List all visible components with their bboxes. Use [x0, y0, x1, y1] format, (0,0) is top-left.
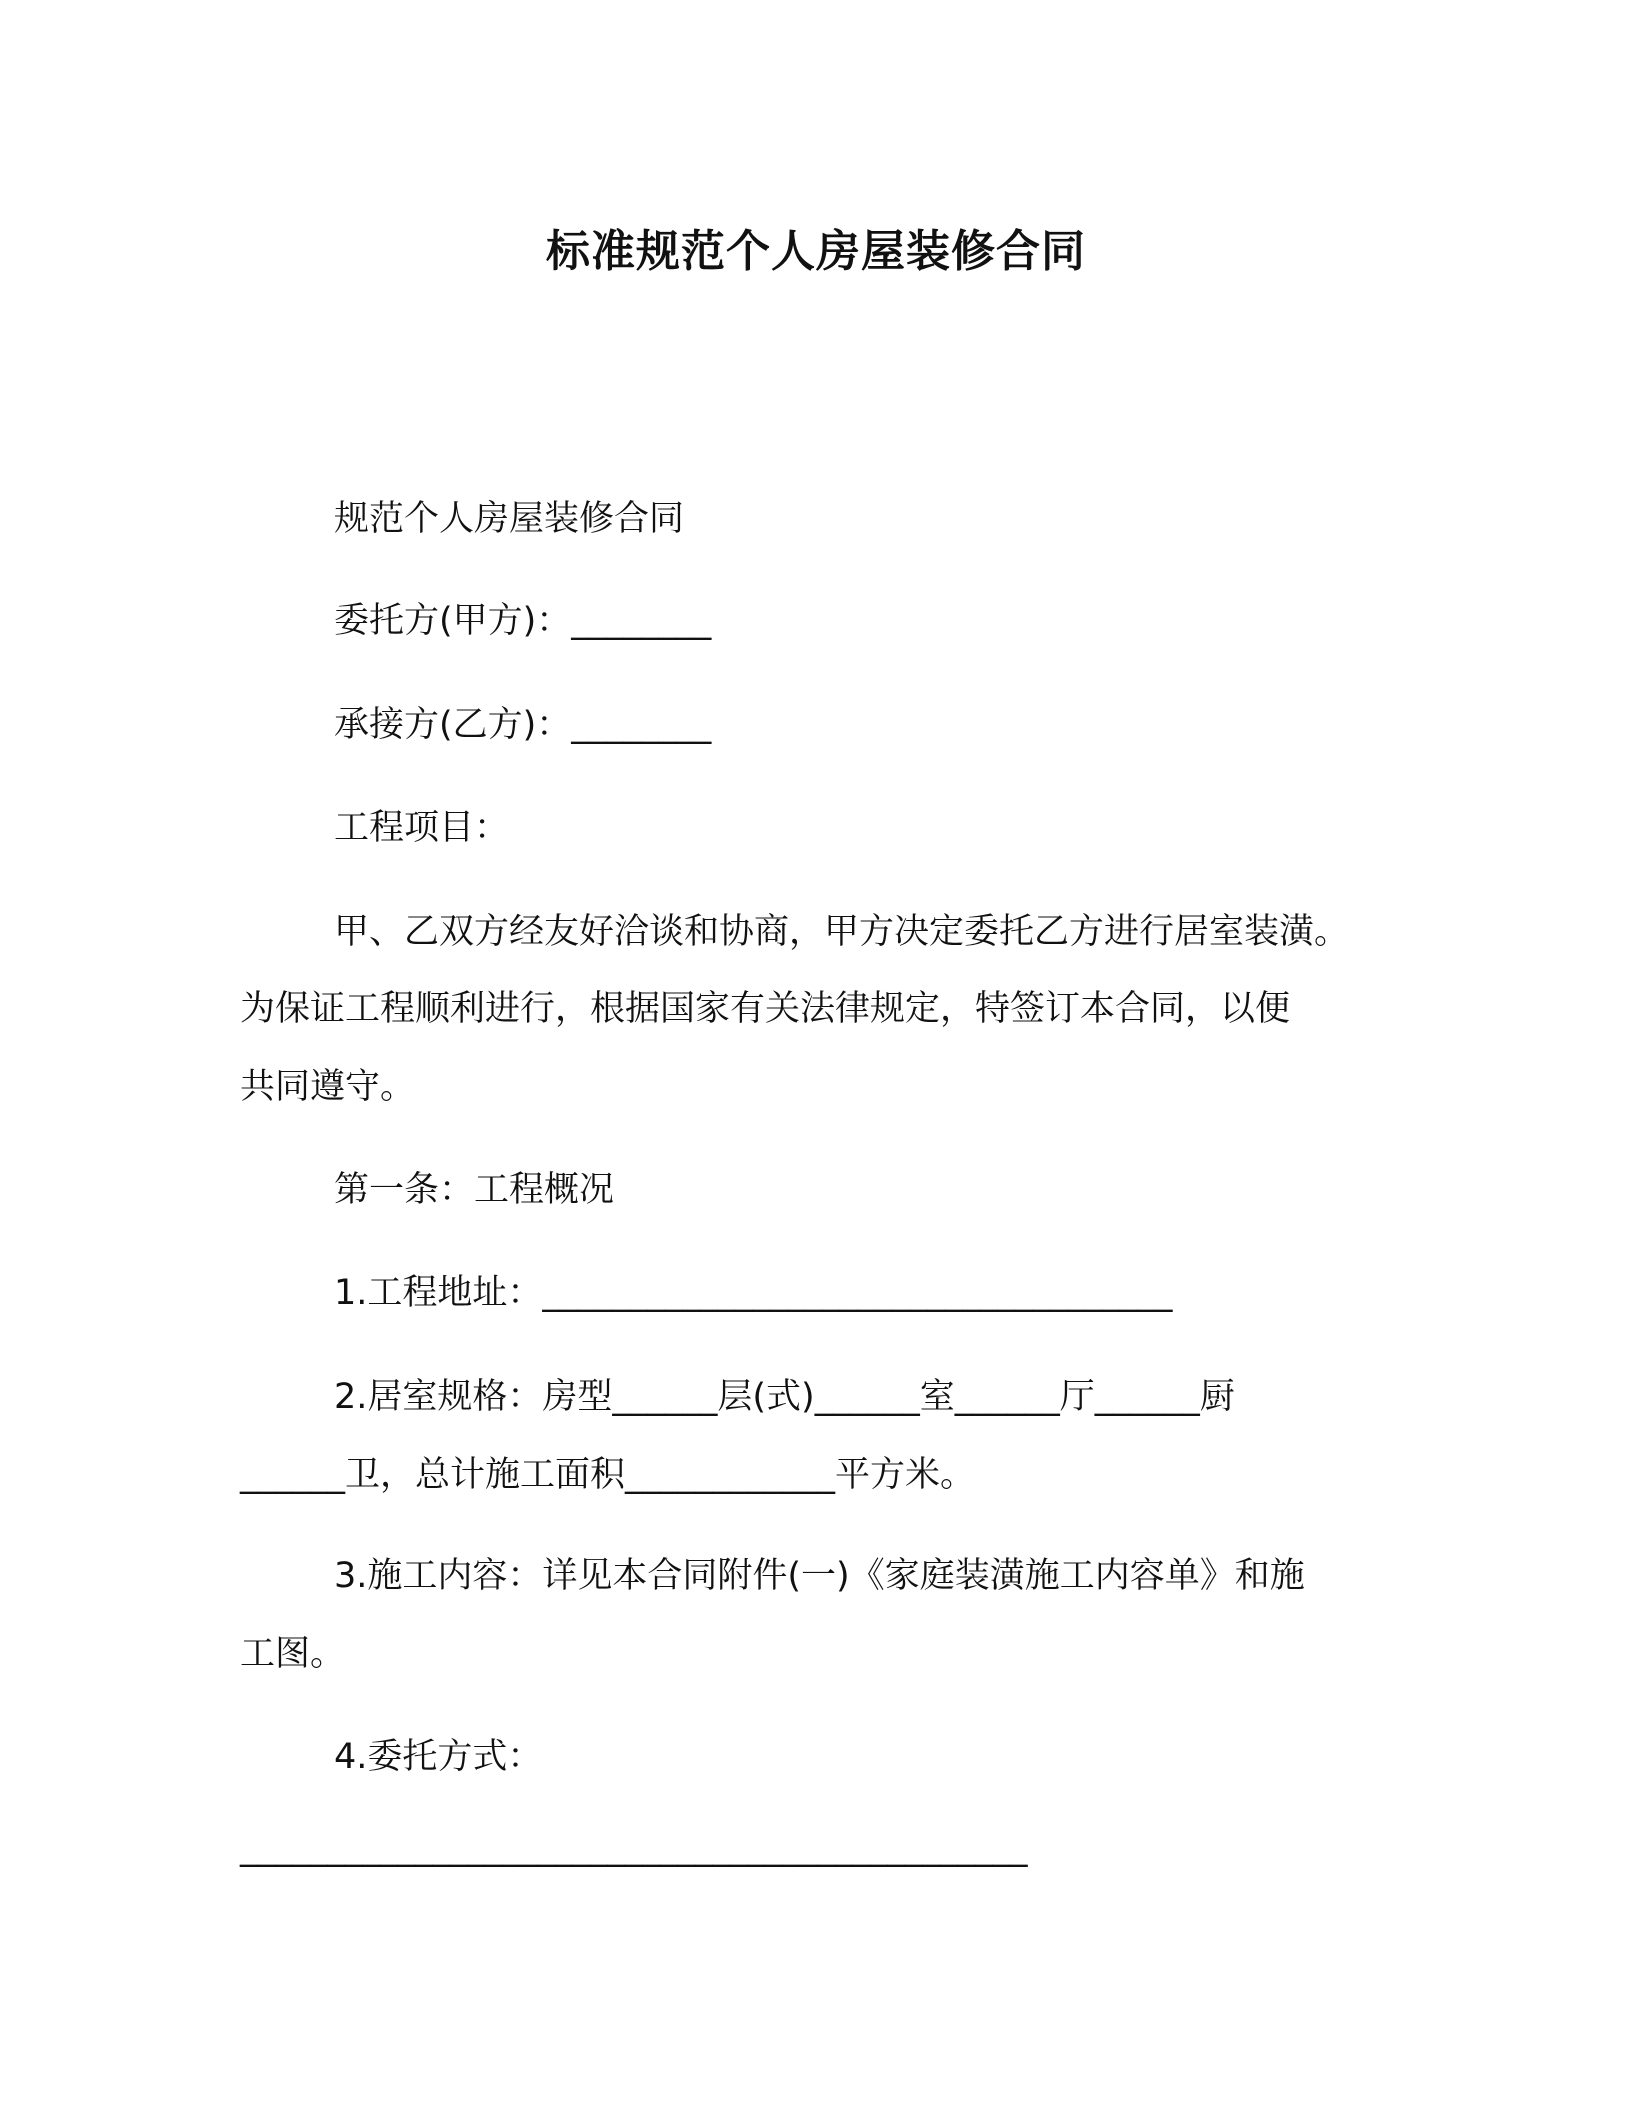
item-address-line: 1.工程地址：____________________________________ — [334, 1273, 1173, 1313]
item-spec-line-1: 2.居室规格：房型______层(式)______室______厅______厨 — [334, 1377, 1235, 1417]
preamble-line-3: 共同遵守。 — [240, 1067, 416, 1107]
document-title: 标准规范个人房屋装修合同 — [546, 226, 1086, 277]
party-a-line: 委托方(甲方)：________ — [334, 601, 712, 641]
item-spec-line-2: ______卫，总计施工面积____________平方米。 — [240, 1455, 976, 1495]
item-method-blank-line: _____________________________________________ — [240, 1828, 1028, 1868]
item-method-line: 4.委托方式： — [334, 1737, 543, 1777]
preamble-line-2: 为保证工程顺利进行，根据国家有关法律规定，特签订本合同，以便 — [240, 989, 1291, 1029]
subtitle-line: 规范个人房屋装修合同 — [334, 499, 685, 539]
project-line: 工程项目： — [334, 808, 510, 848]
party-b-line: 承接方(乙方)：________ — [334, 705, 712, 745]
item-content-line-2: 工图。 — [240, 1634, 346, 1674]
preamble-line-1: 甲、乙双方经友好洽谈和协商，甲方决定委托乙方进行居室装潢。 — [334, 912, 1350, 952]
article-one-heading: 第一条：工程概况 — [334, 1170, 615, 1210]
item-content-line-1: 3.施工内容：详见本合同附件(一)《家庭装潢施工内容单》和施 — [334, 1556, 1305, 1596]
